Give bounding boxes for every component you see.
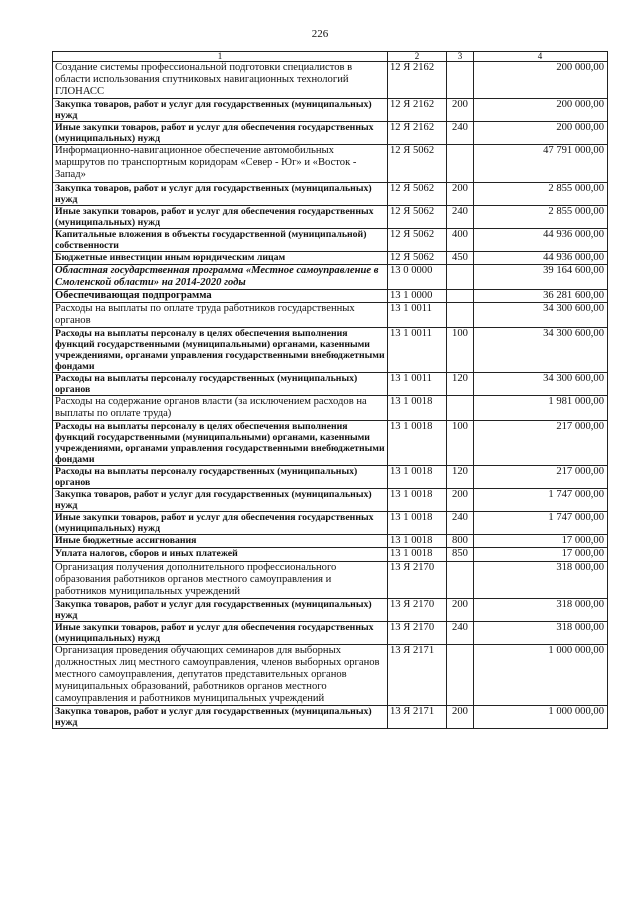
row-name-cell: Закупка товаров, работ и услуг для государственных (муниципальных) нужд xyxy=(53,182,388,205)
row-name-cell: Расходы на выплаты персоналу в целях обеспечения выполнения функций государственными (муниципальными) органами, казенными учреждениями, органами управления государственными внебюджетными фондами xyxy=(53,421,388,466)
table-row xyxy=(53,421,608,466)
table-row xyxy=(53,561,608,598)
column-header-1: 1 xyxy=(53,52,388,62)
table-row xyxy=(53,706,608,729)
row-code-cell: 13 1 0018 xyxy=(388,548,447,561)
row-name-cell: Расходы на выплаты по оплате труда работников государственных органов xyxy=(53,302,388,327)
row-code-cell: 13 Я 2170 xyxy=(388,621,447,644)
row-code-cell: 12 Я 5062 xyxy=(388,145,447,182)
row-type-cell: 240 xyxy=(447,512,474,535)
table-row xyxy=(53,328,608,373)
row-code-cell: 13 1 0018 xyxy=(388,489,447,512)
table-row xyxy=(53,122,608,145)
row-amount-cell: 39 164 600,00 xyxy=(474,264,608,289)
row-code-cell: 12 Я 2162 xyxy=(388,122,447,145)
row-name-cell: Закупка товаров, работ и услуг для государственных (муниципальных) нужд xyxy=(53,489,388,512)
table-row xyxy=(53,512,608,535)
row-type-cell: 120 xyxy=(447,466,474,489)
table-row xyxy=(53,228,608,251)
row-amount-cell: 200 000,00 xyxy=(474,99,608,122)
row-name-cell: Областная государственная программа «Местное самоуправление в Смоленской области» на 2014-2020 годы xyxy=(53,264,388,289)
row-name-cell: Расходы на выплаты персоналу государственных (муниципальных) органов xyxy=(53,373,388,396)
row-amount-cell: 17 000,00 xyxy=(474,548,608,561)
row-amount-cell: 44 936 000,00 xyxy=(474,251,608,264)
row-type-cell: 100 xyxy=(447,328,474,373)
row-name-cell: Создание системы профессиональной подготовки специалистов в области использования спутниковых навигационных технологий ГЛОНАСС xyxy=(53,62,388,99)
table-row xyxy=(53,289,608,302)
row-code-cell: 13 Я 2170 xyxy=(388,598,447,621)
row-amount-cell: 217 000,00 xyxy=(474,466,608,489)
row-name-cell: Расходы на содержание органов власти (за исключением расходов на выплаты по оплате труда) xyxy=(53,396,388,421)
row-type-cell xyxy=(447,264,474,289)
column-header-3: 3 xyxy=(447,52,474,62)
table-row xyxy=(53,62,608,99)
table-row xyxy=(53,99,608,122)
row-code-cell: 12 Я 5062 xyxy=(388,182,447,205)
row-type-cell xyxy=(447,145,474,182)
table-row xyxy=(53,205,608,228)
table-row xyxy=(53,644,608,705)
row-amount-cell: 1 981 000,00 xyxy=(474,396,608,421)
table-row xyxy=(53,621,608,644)
row-name-cell: Информационно-навигационное обеспечение автомобильных маршрутов по транспортным коридорам «Север - Юг» и «Восток - Запад» xyxy=(53,145,388,182)
column-header-4: 4 xyxy=(474,52,608,62)
row-name-cell: Иные закупки товаров, работ и услуг для обеспечения государственных (муниципальных) нужд xyxy=(53,205,388,228)
row-code-cell: 12 Я 2162 xyxy=(388,99,447,122)
row-amount-cell: 1 000 000,00 xyxy=(474,706,608,729)
row-type-cell: 200 xyxy=(447,489,474,512)
table-row xyxy=(53,489,608,512)
table-row xyxy=(53,373,608,396)
row-code-cell: 13 1 0018 xyxy=(388,512,447,535)
row-code-cell: 13 1 0018 xyxy=(388,421,447,466)
row-type-cell xyxy=(447,302,474,327)
row-type-cell xyxy=(447,561,474,598)
row-type-cell: 200 xyxy=(447,706,474,729)
table-row xyxy=(53,145,608,182)
row-name-cell: Закупка товаров, работ и услуг для государственных (муниципальных) нужд xyxy=(53,99,388,122)
table-row xyxy=(53,535,608,548)
row-code-cell: 13 1 0018 xyxy=(388,466,447,489)
table-row xyxy=(53,598,608,621)
row-amount-cell: 44 936 000,00 xyxy=(474,228,608,251)
row-name-cell: Иные закупки товаров, работ и услуг для обеспечения государственных (муниципальных) нужд xyxy=(53,122,388,145)
row-code-cell: 13 1 0000 xyxy=(388,289,447,302)
row-name-cell: Закупка товаров, работ и услуг для государственных (муниципальных) нужд xyxy=(53,598,388,621)
row-code-cell: 13 1 0011 xyxy=(388,373,447,396)
row-type-cell: 240 xyxy=(447,621,474,644)
row-type-cell: 800 xyxy=(447,535,474,548)
row-amount-cell: 17 000,00 xyxy=(474,535,608,548)
row-code-cell: 13 1 0011 xyxy=(388,302,447,327)
table-row xyxy=(53,396,608,421)
row-type-cell xyxy=(447,396,474,421)
row-amount-cell: 1 747 000,00 xyxy=(474,512,608,535)
row-amount-cell: 34 300 600,00 xyxy=(474,373,608,396)
row-type-cell: 200 xyxy=(447,99,474,122)
row-name-cell: Уплата налогов, сборов и иных платежей xyxy=(53,548,388,561)
row-code-cell: 13 0 0000 xyxy=(388,264,447,289)
row-code-cell: 12 Я 5062 xyxy=(388,251,447,264)
row-name-cell: Иные закупки товаров, работ и услуг для обеспечения государственных (муниципальных) нужд xyxy=(53,621,388,644)
row-code-cell: 13 1 0018 xyxy=(388,535,447,548)
row-code-cell: 12 Я 5062 xyxy=(388,228,447,251)
row-code-cell: 13 1 0018 xyxy=(388,396,447,421)
row-type-cell: 240 xyxy=(447,122,474,145)
row-type-cell: 850 xyxy=(447,548,474,561)
row-amount-cell: 2 855 000,00 xyxy=(474,205,608,228)
row-amount-cell: 2 855 000,00 xyxy=(474,182,608,205)
row-type-cell: 120 xyxy=(447,373,474,396)
row-name-cell: Организация проведения обучающих семинаров для выборных должностных лиц местного самоуправления, членов выборных органов местного самоуправления, депутатов представительных органов муниципальных образований, работников органов местного самоуправления и работников муниципальных учреждений xyxy=(53,644,388,705)
row-type-cell: 200 xyxy=(447,598,474,621)
row-amount-cell: 1 747 000,00 xyxy=(474,489,608,512)
row-name-cell: Бюджетные инвестиции иным юридическим лицам xyxy=(53,251,388,264)
row-name-cell: Капитальные вложения в объекты государственной (муниципальной) собственности xyxy=(53,228,388,251)
row-name-cell: Организация получения дополнительного профессионального образования работников органов местного самоуправления и работников муниципальных учреждений xyxy=(53,561,388,598)
row-amount-cell: 318 000,00 xyxy=(474,561,608,598)
table-row xyxy=(53,466,608,489)
row-code-cell: 12 Я 2162 xyxy=(388,62,447,99)
row-type-cell: 450 xyxy=(447,251,474,264)
row-amount-cell: 318 000,00 xyxy=(474,598,608,621)
row-code-cell: 13 Я 2171 xyxy=(388,706,447,729)
row-code-cell: 12 Я 5062 xyxy=(388,205,447,228)
row-code-cell: 13 Я 2171 xyxy=(388,644,447,705)
row-name-cell: Обеспечивающая подпрограмма xyxy=(53,289,388,302)
row-name-cell: Закупка товаров, работ и услуг для государственных (муниципальных) нужд xyxy=(53,706,388,729)
row-type-cell: 100 xyxy=(447,421,474,466)
budget-table xyxy=(52,51,608,729)
column-header-row xyxy=(53,52,608,62)
table-row xyxy=(53,548,608,561)
row-type-cell: 400 xyxy=(447,228,474,251)
page-number: 226 xyxy=(311,28,329,40)
row-type-cell xyxy=(447,289,474,302)
table-row xyxy=(53,302,608,327)
row-name-cell: Расходы на выплаты персоналу в целях обеспечения выполнения функций государственными (муниципальными) органами, казенными учреждениями, органами управления государственными внебюджетными фондами xyxy=(53,328,388,373)
row-name-cell: Иные бюджетные ассигнования xyxy=(53,535,388,548)
row-amount-cell: 200 000,00 xyxy=(474,122,608,145)
row-type-cell: 200 xyxy=(447,182,474,205)
row-amount-cell: 200 000,00 xyxy=(474,62,608,99)
row-amount-cell: 318 000,00 xyxy=(474,621,608,644)
row-amount-cell: 34 300 600,00 xyxy=(474,328,608,373)
row-type-cell: 240 xyxy=(447,205,474,228)
row-amount-cell: 47 791 000,00 xyxy=(474,145,608,182)
row-amount-cell: 34 300 600,00 xyxy=(474,302,608,327)
table-row xyxy=(53,182,608,205)
row-code-cell: 13 Я 2170 xyxy=(388,561,447,598)
table-row xyxy=(53,251,608,264)
row-amount-cell: 217 000,00 xyxy=(474,421,608,466)
row-type-cell xyxy=(447,644,474,705)
row-name-cell: Иные закупки товаров, работ и услуг для обеспечения государственных (муниципальных) нужд xyxy=(53,512,388,535)
row-name-cell: Расходы на выплаты персоналу государственных (муниципальных) органов xyxy=(53,466,388,489)
row-amount-cell: 36 281 600,00 xyxy=(474,289,608,302)
row-code-cell: 13 1 0011 xyxy=(388,328,447,373)
table-row xyxy=(53,264,608,289)
row-amount-cell: 1 000 000,00 xyxy=(474,644,608,705)
column-header-2: 2 xyxy=(388,52,447,62)
row-type-cell xyxy=(447,62,474,99)
